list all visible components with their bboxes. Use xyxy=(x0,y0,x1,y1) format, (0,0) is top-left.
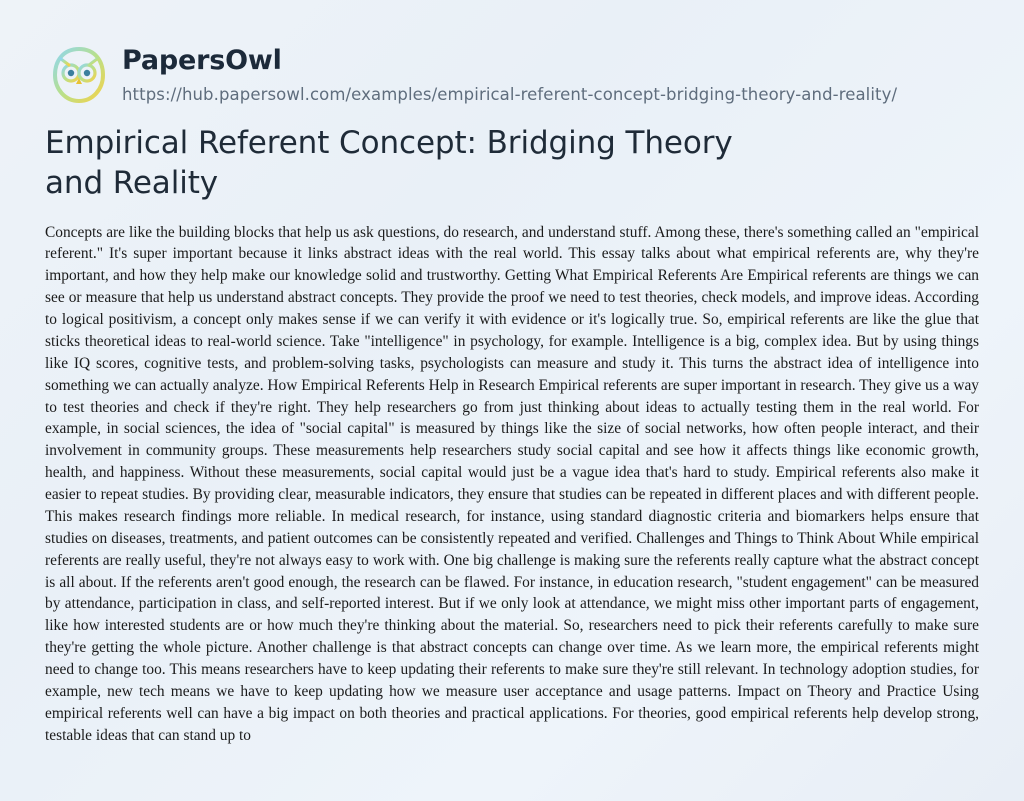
document-content xyxy=(0,95,1024,747)
article-body: Concepts are like the building blocks that help us ask questions, do research, and understand stuff. Among these, there's something called an "empirical referent." It's super important because it links abstract ideas with the real world. This essay talks about what empirical referents are, why they're important, and how they help make our knowledge solid and trustworthy. Getting What Empirical Referents Are Empirical referents are things we can see or measure that help us understand abstract concepts. They provide the proof we need to test theories, check models, and improve ideas. According to logical positivism, a concept only makes sense if we can verify it with evidence or it's logically true. So, empirical referents are like the glue that sticks theoretical ideas to real-world science. Take "intelligence" in psychology, for example. Intelligence is a big, complex idea. But by using things like IQ scores, cognitive tests, and problem-solving tasks, psychologists can measure and study it. This turns the abstract idea of intelligence into something we can actually analyze. How Empirical Referents Help in Research Empirical referents are super important in research. They give us a way to test theories and check if they're right. They help researchers go from just thinking about ideas to actually testing them in the real world. For example, in social sciences, the idea of "social capital" is measured by things like the size of social networks, how often people interact, and their involvement in community groups. These measurements help researchers study social capital and see how it affects things like economic growth, health, and happiness. Without these measurements, social capital would just be a vague idea that's hard to study. Empirical referents also make it easier to repeat studies. By providing clear, measurable indicators, they ensure that studies can be repeated in different places and with different people. This makes research findings more reliable. In medical research, for instance, using standard diagnostic criteria and biomarkers helps ensure that studies on diseases, treatments, and patient outcomes can be consistently repeated and verified. Challenges and Things to Think About While empirical referents are really useful, they're not always easy to work with. One big challenge is making sure the referents really capture what the abstract concept is all about. If the referents aren't good enough, the research can be flawed. For instance, in education research, "student engagement" can be measured by attendance, participation in class, and self-reported interest. But if we only look at attendance, we might miss other important parts of engagement, like how interested students are or how much they're thinking about the material. So, researchers need to pick their referents carefully to make sure they're getting the whole picture. Another challenge is that abstract concepts can change over time. As we learn more, the empirical referents might need to change too. This means researchers have to keep updating their referents to make sure they're still relevant. In technology adoption studies, for example, new tech means we have to keep updating how we measure user acceptance and usage patterns. Impact on Theory and Practice Using empirical referents well can have a big impact on both theories and practical applications. For theories, good empirical referents help develop strong, testable ideas that can stand up to xyxy=(45,223,979,744)
site-header xyxy=(0,0,1024,105)
page-title: Empirical Referent Concept: Bridging Theory and Reality xyxy=(45,125,733,202)
owl-logo-icon[interactable] xyxy=(48,44,110,106)
brand-block xyxy=(122,46,897,105)
brand-name[interactable]: PapersOwl xyxy=(122,44,282,76)
site-url[interactable]: https://hub.papersowl.com/examples/empirical-referent-concept-bridging-theory-and-reality/ xyxy=(122,85,898,105)
